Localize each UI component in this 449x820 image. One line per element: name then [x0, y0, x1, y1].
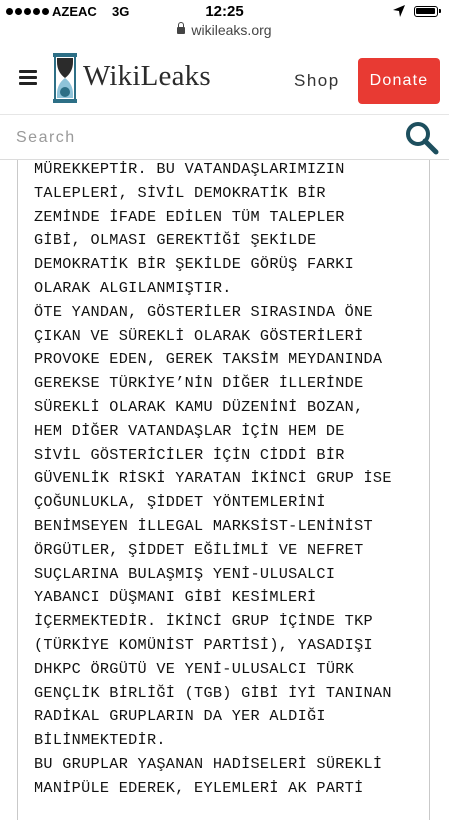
menu-icon[interactable]	[19, 70, 37, 84]
clock: 12:25	[205, 3, 244, 20]
document-line: GENÇLİK BİRLİĞİ (TGB) GİBİ İYİ TANINAN	[34, 683, 392, 702]
search-icon[interactable]	[405, 121, 439, 155]
network-type: 3G	[112, 4, 130, 19]
document-line: ÇIKAN VE SÜREKLİ OLARAK GÖSTERİLERİ	[34, 326, 364, 345]
site-header	[0, 46, 449, 114]
document-line: PROVOKE EDEN, GEREK TAKSİM MEYDANINDA	[34, 350, 383, 369]
carrier-name: AZEAC	[52, 4, 97, 19]
document-line: OLARAK ALGILANMIŞTIR.	[34, 279, 232, 297]
document-line: MANİPÜLE EDEREK, EYLEMLERİ AK PARTİ	[34, 778, 364, 797]
document-line: ZEMİNDE İFADE EDİLEN TÜM TALEPLER	[34, 207, 345, 226]
document-line: HEM DİĞER VATANDAŞLAR İÇİN HEM DE	[34, 421, 345, 440]
document-line: RADİKAL GRUPLARIN DA YER ALDIĞI	[34, 707, 326, 726]
document-line: GÜVENLİK RİSKİ YARATAN İKİNCİ GRUP İSE	[34, 469, 392, 488]
document-line: BU GRUPLAR YAŞANAN HADİSELERİ SÜREKLİ	[34, 755, 383, 773]
lock-icon	[177, 27, 185, 34]
hourglass-logo-icon[interactable]	[52, 52, 78, 104]
document-line: BİLİNMEKTEDİR.	[34, 731, 166, 750]
document-line: GEREKSE TÜRKİYE’NİN DİĞER İLLERİNDE	[34, 374, 364, 393]
battery-icon	[414, 6, 438, 17]
document-line: SÜREKLİ OLARAK KAMU DÜZENİNİ BOZAN,	[34, 398, 364, 416]
document-line: DHKPC ÖRGÜTÜ VE YENİ-ULUSALCI TÜRK	[34, 659, 355, 678]
document-line: BENİMSEYEN İLLEGAL MARKSİST-LENİNİST	[34, 517, 373, 535]
url-text: wikileaks.org	[191, 22, 272, 38]
search-input[interactable]	[14, 123, 388, 153]
donate-button[interactable]: Donate	[358, 58, 440, 104]
shop-link[interactable]: Shop	[294, 71, 340, 90]
document-line: İÇERMEKTEDİR. İKİNCİ GRUP İÇİNDE TKP	[34, 612, 373, 631]
url-bar[interactable]	[0, 22, 449, 44]
document-line: MÜREKKEPTİR. BU VATANDAŞLARIMIZIN	[34, 160, 345, 178]
site-logo-text[interactable]: WikiLeaks	[83, 60, 211, 92]
status-bar	[0, 0, 449, 24]
search-bar	[0, 115, 449, 159]
location-arrow-icon	[392, 4, 406, 18]
cable-document-text	[17, 160, 430, 820]
document-line: SUÇLARINA BULAŞMIŞ YENİ-ULUSALCI	[34, 564, 336, 583]
document-line: DEMOKRATİK BİR ŞEKİLDE GÖRÜŞ FARKI	[34, 255, 355, 274]
document-line: ÖTE YANDAN, GÖSTERİLER SIRASINDA ÖNE	[34, 302, 373, 321]
document-line: SİVİL GÖSTERİCİLER İÇİN CİDDİ BİR	[34, 445, 345, 464]
document-line: (TÜRKİYE KOMÜNİST PARTİSİ), YASADIŞI	[34, 636, 373, 654]
document-line: YABANCI DÜŞMANI GİBİ KESİMLERİ	[34, 588, 317, 607]
document-line: TALEPLERİ, SİVİL DEMOKRATİK BİR	[34, 183, 326, 202]
document-line: ÖRGÜTLER, ŞİDDET EĞİLİMLİ VE NEFRET	[34, 540, 364, 559]
document-line: GİBİ, OLMASI GEREKTİĞİ ŞEKİLDE	[34, 231, 317, 250]
document-line: ÇOĞUNLUKLA, ŞİDDET YÖNTEMLERİNİ	[34, 493, 326, 512]
